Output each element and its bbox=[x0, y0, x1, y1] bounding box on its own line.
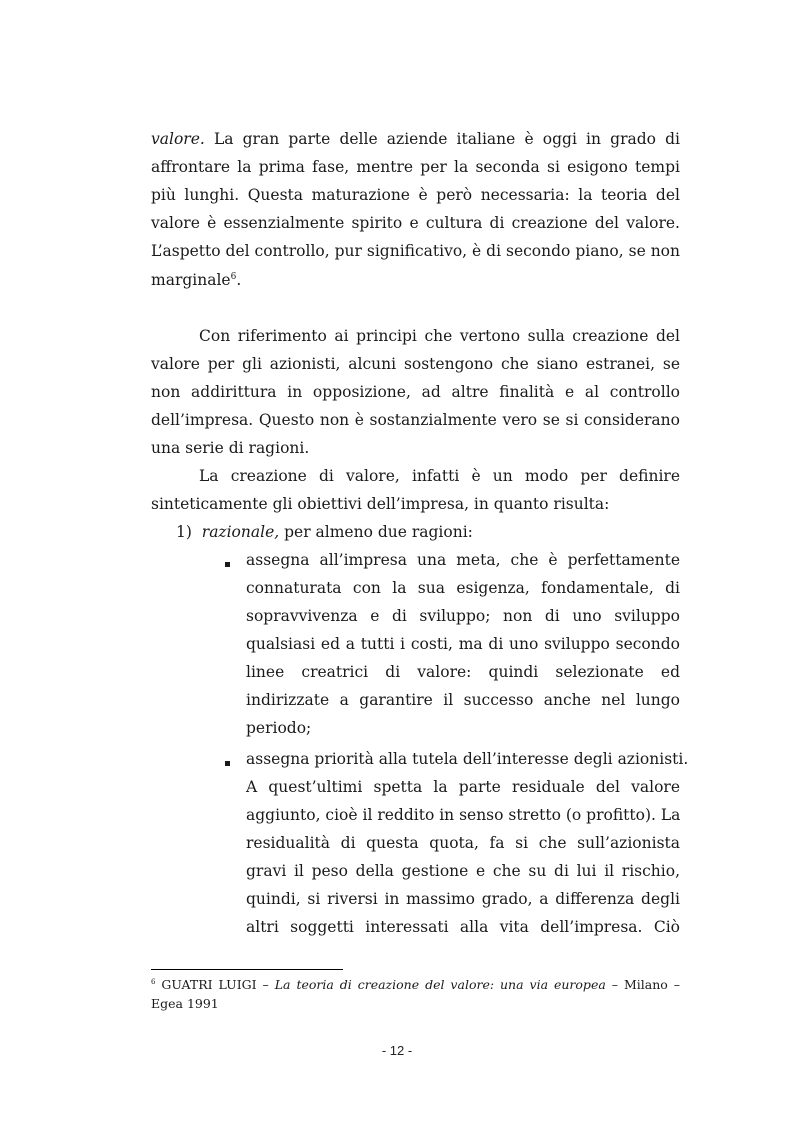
text-line: sopravvivenza e di sviluppo; non di uno sviluppo bbox=[246, 607, 680, 625]
bullet-marker bbox=[225, 761, 230, 766]
text-line: sinteticamente gli obiettivi dell’impresa, in quanto risulta: bbox=[151, 495, 610, 513]
text-line: quindi, si riversi in massimo grado, a differenza degli bbox=[246, 890, 680, 908]
text-line: una serie di ragioni. bbox=[151, 439, 310, 457]
text-line: linee creatrici di valore: quindi selezionate ed bbox=[246, 663, 680, 681]
text-line: altri soggetti interessati alla vita dell’impresa. Ciò bbox=[246, 918, 680, 936]
text-line: marginale$^6$. bbox=[151, 271, 242, 289]
text-line: A quest’ultimi spetta la parte residuale del valore bbox=[246, 778, 680, 796]
text-line: periodo; bbox=[246, 719, 312, 737]
text-line: gravi il peso della gestione e che su di lui il rischio, bbox=[246, 862, 680, 880]
list-number: 1) bbox=[176, 523, 192, 541]
text-line: dell’impresa. Questo non è sostanzialmente vero se si considerano bbox=[151, 411, 680, 429]
footnote-number: 6 bbox=[151, 978, 156, 986]
text-line: assegna priorità alla tutela dell’interesse degli azionisti. bbox=[246, 750, 689, 768]
text-line: connaturata con la sua esigenza, fondamentale, di bbox=[246, 579, 680, 597]
list-item: 1) razionale, per almeno due ragioni: bbox=[176, 523, 473, 541]
text-line: Con riferimento ai principi che vertono sulla creazione del bbox=[199, 327, 680, 345]
text-line: valore è essenzialmente spirito e cultura di creazione del valore. bbox=[151, 214, 680, 232]
text-line: più lunghi. Questa maturazione è però necessaria: la teoria del bbox=[151, 186, 680, 204]
page-number: - 12 - bbox=[381, 1043, 413, 1058]
text-line: assegna all’impresa una meta, che è perfettamente bbox=[246, 551, 680, 569]
text-line: aggiunto, cioè il reddito in senso stretto (o profitto). La bbox=[246, 806, 681, 824]
footnote-line: $^6$ GUATRI LUIGI – La teoria di creazione del valore: una via europea – Milano – bbox=[151, 977, 680, 992]
text-line: residualità di questa quota, fa si che sull’azionista bbox=[246, 834, 680, 852]
bullet-marker bbox=[225, 562, 230, 567]
text-line: non addirittura in opposizione, ad altre finalità e al controllo bbox=[151, 383, 680, 401]
text-line: indirizzate a garantire il successo anche nel lungo bbox=[246, 691, 680, 709]
text-line: qualsiasi ed a tutti i costi, ma di uno sviluppo secondo bbox=[246, 635, 680, 653]
text-line: valore per gli azionisti, alcuni sostengono che siano estranei, se bbox=[151, 355, 680, 373]
text-line: valore. La gran parte delle aziende italiane è oggi in grado di bbox=[151, 130, 680, 148]
footnote-separator bbox=[151, 969, 343, 970]
text-line: La creazione di valore, infatti è un modo per definire bbox=[199, 467, 680, 485]
footnote-ref: 6 bbox=[230, 272, 237, 282]
text-line: affrontare la prima fase, mentre per la seconda si esigono tempi bbox=[151, 158, 680, 176]
text-line: L’aspetto del controllo, pur significativo, è di secondo piano, se non bbox=[151, 242, 680, 260]
footnote-line: Egea 1991 bbox=[151, 996, 219, 1011]
